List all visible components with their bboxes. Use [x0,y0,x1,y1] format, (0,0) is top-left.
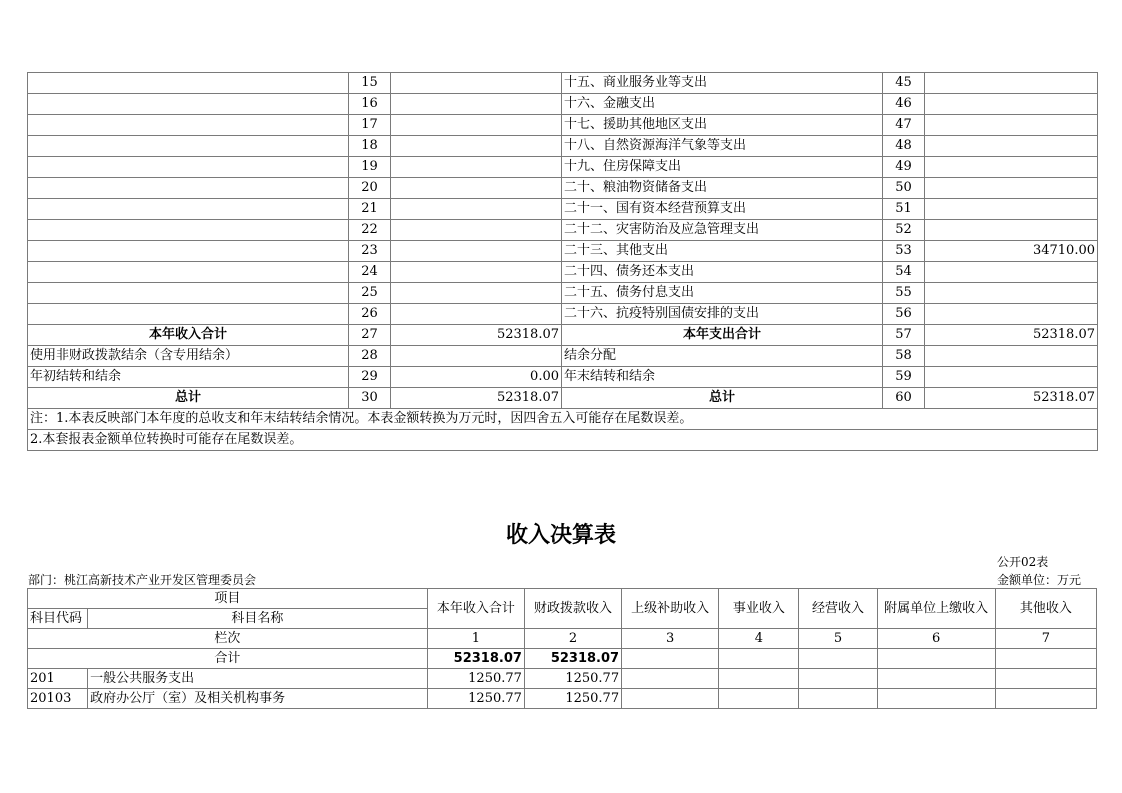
summary-row [28,262,1098,283]
income-amount [391,304,562,325]
income-line-number: 16 [349,94,391,115]
expense-amount [925,157,1098,178]
expense-item-label: 十七、援助其他地区支出 [562,115,883,136]
income-line-number: 30 [349,388,391,409]
expense-amount [925,199,1098,220]
column-number: 4 [719,629,799,649]
income-value [622,669,719,689]
note-row [28,409,1098,430]
code-header: 科目代码 [28,609,88,629]
summary-row [28,73,1098,94]
column-index-label: 栏次 [28,629,428,649]
expense-line-number: 54 [883,262,925,283]
expense-item-label: 十六、金融支出 [562,94,883,115]
expense-line-number: 52 [883,220,925,241]
expense-amount [925,262,1098,283]
expense-line-number: 48 [883,136,925,157]
expense-item-label: 二十五、债务付息支出 [562,283,883,304]
expense-item-label: 结余分配 [562,346,883,367]
income-item-label [28,241,349,262]
summary-row [28,136,1098,157]
income-value [995,669,1096,689]
table-row [28,669,1097,689]
summary-row [28,304,1098,325]
col-header-4: 事业收入 [719,589,799,629]
income-item-label: 年初结转和结余 [28,367,349,388]
column-number: 5 [799,629,877,649]
income-item-label [28,157,349,178]
expense-line-number: 56 [883,304,925,325]
report-code: 公开02表 [997,555,1049,569]
income-value [799,689,877,709]
income-amount [391,220,562,241]
income-expense-summary-table [27,72,1098,451]
income-value [995,689,1096,709]
column-number: 2 [524,629,621,649]
subject-name: 政府办公厅（室）及相关机构事务 [88,689,428,709]
column-number: 3 [622,629,719,649]
col-header-5: 经营收入 [799,589,877,629]
col-header-3: 上级补助收入 [622,589,719,629]
income-item-label [28,94,349,115]
expense-line-number: 47 [883,115,925,136]
income-line-number: 24 [349,262,391,283]
income-amount [391,262,562,283]
total-value [995,649,1096,669]
expense-line-number: 45 [883,73,925,94]
income-value [719,669,799,689]
report-title: 收入决算表 [505,523,616,548]
income-line-number: 19 [349,157,391,178]
income-line-number: 20 [349,178,391,199]
expense-line-number: 58 [883,346,925,367]
expense-amount [925,73,1098,94]
item-header: 项目 [28,589,428,609]
total-value [877,649,995,669]
col-header-7: 其他收入 [995,589,1096,629]
total-value [622,649,719,669]
department-label: 部门：桃江高新技术产业开发区管理委员会 [28,573,257,587]
expense-amount [925,304,1098,325]
summary-row [28,220,1098,241]
column-number: 7 [995,629,1096,649]
income-value [877,669,995,689]
income-line-number: 17 [349,115,391,136]
income-amount [391,346,562,367]
expense-item-label: 十九、住房保障支出 [562,157,883,178]
total-value [719,649,799,669]
expense-item-label: 十八、自然资源海洋气象等支出 [562,136,883,157]
summary-row [28,199,1098,220]
income-amount [391,241,562,262]
income-amount [391,115,562,136]
summary-row [28,367,1098,388]
income-item-label [28,178,349,199]
column-index-row [28,629,1097,649]
summary-row [28,115,1098,136]
expense-amount [925,136,1098,157]
col-header-1: 本年收入合计 [427,589,524,629]
column-number: 6 [877,629,995,649]
income-value: 1250.77 [427,669,524,689]
total-row [28,649,1097,669]
expense-line-number: 60 [883,388,925,409]
expense-line-number: 49 [883,157,925,178]
col-header-6: 附属单位上缴收入 [877,589,995,629]
income-amount [391,178,562,199]
income-item-label [28,304,349,325]
income-value: 1250.77 [427,689,524,709]
note-text: 2.本套报表金额单位转换时可能存在尾数误差。 [28,430,1098,451]
income-item-label [28,115,349,136]
income-line-number: 18 [349,136,391,157]
summary-row [28,241,1098,262]
expense-item-label: 本年支出合计 [562,325,883,346]
income-line-number: 15 [349,73,391,94]
income-item-label [28,283,349,304]
expense-item-label: 二十一、国有资本经营预算支出 [562,199,883,220]
expense-item-label: 十五、商业服务业等支出 [562,73,883,94]
total-label: 合计 [28,649,428,669]
summary-row [28,178,1098,199]
income-line-number: 29 [349,367,391,388]
expense-line-number: 59 [883,367,925,388]
expense-line-number: 57 [883,325,925,346]
income-amount: 52318.07 [391,325,562,346]
income-amount: 0.00 [391,367,562,388]
income-value [799,669,877,689]
income-line-number: 25 [349,283,391,304]
name-header: 科目名称 [88,609,428,629]
expense-item-label: 二十六、抗疫特别国债安排的支出 [562,304,883,325]
expense-amount [925,115,1098,136]
summary-row [28,325,1098,346]
income-line-number: 26 [349,304,391,325]
expense-item-label: 二十三、其他支出 [562,241,883,262]
expense-line-number: 53 [883,241,925,262]
income-value [877,689,995,709]
expense-amount: 52318.07 [925,325,1098,346]
expense-item-label: 二十、粮油物资储备支出 [562,178,883,199]
summary-row [28,283,1098,304]
income-amount [391,283,562,304]
column-number: 1 [427,629,524,649]
income-item-label [28,199,349,220]
expense-amount [925,346,1098,367]
income-item-label [28,220,349,241]
expense-amount [925,220,1098,241]
income-line-number: 22 [349,220,391,241]
unit-label: 金额单位：万元 [997,573,1082,587]
total-value: 52318.07 [524,649,621,669]
income-item-label [28,73,349,94]
expense-item-label: 二十四、债务还本支出 [562,262,883,283]
summary-row [28,94,1098,115]
expense-item-label: 二十二、灾害防治及应急管理支出 [562,220,883,241]
expense-amount [925,367,1098,388]
income-item-label: 使用非财政拨款结余（含专用结余） [28,346,349,367]
income-amount [391,199,562,220]
income-final-accounts-table [27,588,1097,709]
total-value [799,649,877,669]
income-amount [391,157,562,178]
income-line-number: 21 [349,199,391,220]
total-value: 52318.07 [427,649,524,669]
summary-row [28,388,1098,409]
income-amount [391,94,562,115]
income-amount [391,73,562,94]
summary-row [28,346,1098,367]
header-row-1 [28,589,1097,609]
income-amount: 52318.07 [391,388,562,409]
summary-row [28,157,1098,178]
income-value [622,689,719,709]
subject-code: 201 [28,669,88,689]
subject-code: 20103 [28,689,88,709]
income-line-number: 23 [349,241,391,262]
expense-line-number: 51 [883,199,925,220]
income-item-label: 总计 [28,388,349,409]
income-value: 1250.77 [524,669,621,689]
expense-item-label: 年末结转和结余 [562,367,883,388]
note-text: 注：1.本表反映部门本年度的总收支和年末结转结余情况。本表金额转换为万元时，因四舍五入可能存在尾数误差。 [28,409,1098,430]
income-item-label [28,262,349,283]
expense-line-number: 50 [883,178,925,199]
table-row [28,689,1097,709]
subject-name: 一般公共服务支出 [88,669,428,689]
expense-amount [925,283,1098,304]
expense-amount: 52318.07 [925,388,1098,409]
income-value [719,689,799,709]
expense-amount [925,94,1098,115]
income-item-label [28,136,349,157]
expense-amount [925,178,1098,199]
expense-amount: 34710.00 [925,241,1098,262]
expense-line-number: 55 [883,283,925,304]
note-row [28,430,1098,451]
income-line-number: 27 [349,325,391,346]
col-header-2: 财政拨款收入 [524,589,621,629]
income-amount [391,136,562,157]
expense-line-number: 46 [883,94,925,115]
income-line-number: 28 [349,346,391,367]
income-value: 1250.77 [524,689,621,709]
expense-item-label: 总计 [562,388,883,409]
income-item-label: 本年收入合计 [28,325,349,346]
